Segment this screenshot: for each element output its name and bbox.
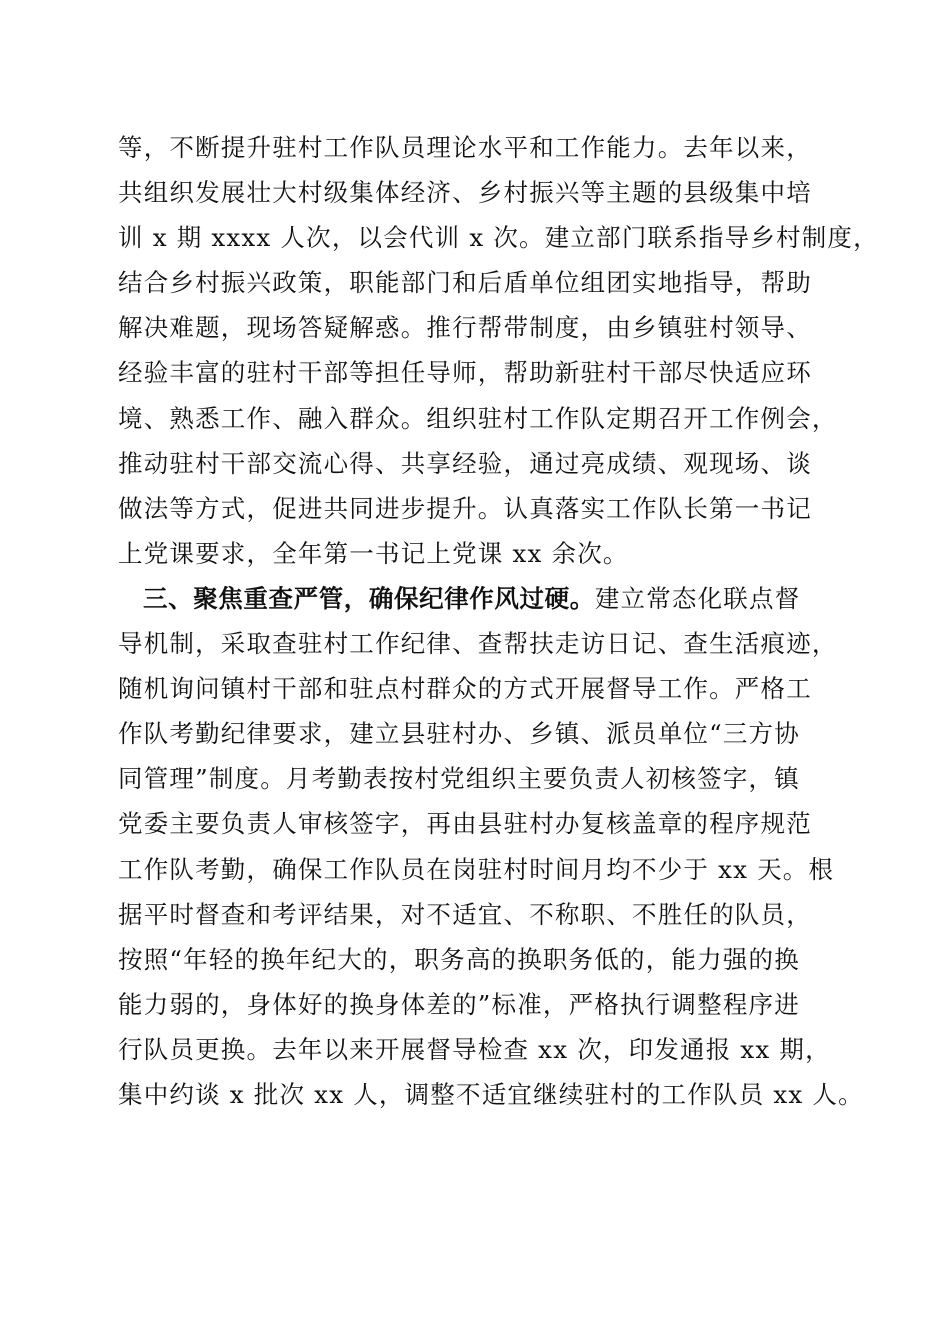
section-3-first-line-text: 建立常态化联点督: [594, 583, 801, 613]
text-line: 结合乡村振兴政策，职能部门和后盾单位组团实地指导，帮助: [118, 268, 812, 298]
text-line: 做法等方式，促进共同进步提升。认真落实工作队长第一书记: [118, 493, 812, 523]
text-line: 境、熟悉工作、融入群众。组织驻村工作队定期召开工作例会，: [118, 403, 838, 433]
text-line: 据平时督查和考评结果，对不适宜、不称职、不胜任的队员，: [118, 899, 812, 929]
document-body: [118, 125, 879, 1117]
paragraph-continuation: [118, 125, 879, 576]
text-line: 解决难题，现场答疑解惑。推行帮带制度，由乡镇驻村领导、: [118, 313, 812, 343]
text-line: 随机询问镇村干部和驻点村群众的方式开展督导工作。严格工: [118, 674, 812, 704]
section-3-first-line: [118, 576, 838, 621]
text-line: 导机制，采取查驻村工作纪律、查帮扶走访日记、查生活痕迹，: [118, 629, 838, 659]
text-line: 党委主要负责人审核签字，再由县驻村办复核盖章的程序规范: [118, 809, 812, 839]
text-line: 集中约谈 x 批次 xx 人，调整不适宜继续驻村的工作队员 xx 人。: [118, 1079, 864, 1109]
text-line: 同管理”制度。月考勤表按村党组织主要负责人初核签字，镇: [118, 764, 800, 794]
text-line: 上党课要求，全年第一书记上党课 xx 余次。: [118, 538, 629, 568]
text-line: 行队员更换。去年以来开展督导检查 xx 次，印发通报 xx 期，: [118, 1034, 831, 1064]
text-line: 共组织发展壮大村级集体经济、乡村振兴等主题的县级集中培: [118, 178, 812, 208]
text-line: 按照“年轻的换年纪大的，职务高的换职务低的，能力强的换: [118, 944, 800, 974]
section-3-paragraph: [118, 576, 864, 1117]
text-line: 经验丰富的驻村干部等担任导师，帮助新驻村干部尽快适应环: [118, 358, 812, 388]
text-line: 工作队考勤，确保工作队员在岗驻村时间月均不少于 xx 天。根: [118, 854, 835, 884]
text-line: 作队考勤纪律要求，建立县驻村办、乡镇、派员单位“三方协: [118, 719, 800, 749]
section-3-heading: 三、聚焦重查严管，确保纪律作风过硬。: [143, 583, 595, 613]
text-line: 训 x 期 xxxx 人次，以会代训 x 次。建立部门联系指导乡村制度，: [118, 223, 879, 253]
text-line: 推动驻村干部交流心得、共享经验，通过亮成绩、观现场、谈: [118, 448, 812, 478]
text-line: 能力弱的，身体好的换身体差的”标准，严格执行调整程序进: [118, 989, 800, 1019]
text-line: 等，不断提升驻村工作队员理论水平和工作能力。去年以来，: [118, 133, 812, 162]
